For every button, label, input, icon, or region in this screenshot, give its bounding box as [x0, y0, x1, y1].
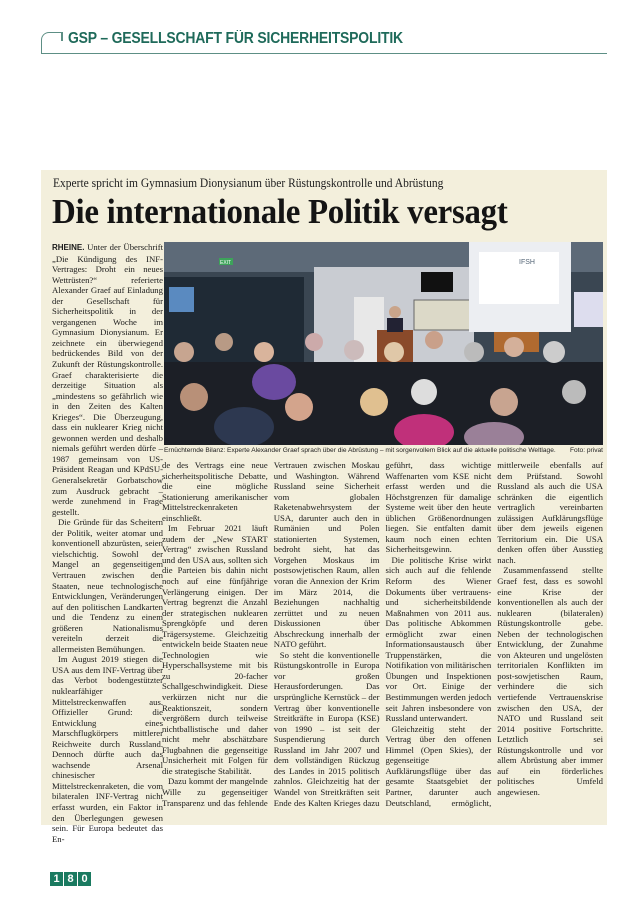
- newspaper-clipping: [41, 170, 607, 844]
- article-paragraph: Im August 2019 stiegen die USA aus dem INF-Vertrag über das Verbot bodengestützter nuklearfähiger Mittelstreckenwaffen aus. Offizieller Grund: die Entwicklung eines Marschflugkörpers mittlerer Reichweite durch Russland. Dennoch dürfte auch das wachsende Arsenal chinesischer Mittelstreckenraketen, die vom bilateralen INF-Vertrag nicht erfasst wurden, ein Faktor in den Überlegungen gewesen sein. Für Europa bedeutet das En-: [52, 654, 163, 844]
- article-paragraph: Die politische Krise wirkt sich auch auf die fehlende Reform des Wiener Dokuments über vertrauens- und sicherheitsbildende Maßnahmen von 2011 aus. Das politische Abkommen ermöglicht zwar einen Informationsaustausch über Truppenstärken, die Notifikation von militärischen Übungen und Inspektionen vor Ort. Einige der Bestimmungen werden jedoch seit Jahren insbesondere von Russland unterwandert.: [385, 554, 492, 724]
- photo-caption-row: [164, 447, 603, 454]
- article-paragraph: Gleichzeitig steht der Vertrag über den offenen Himmel (Open Skies), der gegenseitige Aufklärungsflüge über das gesamte Staatsgebiet der Partner, darunter auch Deutschland, ermöglicht, mittlerweile ebenfalls auf dem Prüfstand. Sowohl Russland als auch die USA schränken die eigentlich vertraglich vereinbarten zulässigen Aufklärungsflüge über dem jeweils eigenen Territorium ein. Die USA denken offen über Ausstieg nach.: [385, 460, 603, 808]
- dateline: RHEINE.: [52, 243, 85, 252]
- article-kicker: Experte spricht im Gymnasium Dionysianum über Rüstungskontrolle und Abrüstung: [53, 176, 444, 190]
- paragraph-text: Unter der Überschrift „Die Kündigung des INF-Vertrages: Droht ein neues Wettrüsten?“ referierte Alexander Graef auf Einladung der Gesellschaft für Sicherheitspolitik in der vergangenen Woche im Gymnasium Dionysianum. Er zeichnete ein überwiegend bedrückendes Bild von der Zukunft der Rüstungskontrolle. Graef charakterisierte die derzeitige Situation als „mindestens so gefährlich wie in den Zeiten des Kalten Krieges“. Die Überzeugung, dass ein nuklearer Krieg nicht gewonnen werden und deshalb niemals geführt werden dürfe – 1987 gemeinsam von US-Präsident Reagan und KPdSU-Generalsekretär Gorbatschow zum Ausdruck gebracht – werde zunehmend in Frage gestellt.: [52, 242, 163, 517]
- article-body-columns: [162, 460, 603, 810]
- event-photo: [164, 242, 603, 445]
- page-digit: 8: [64, 872, 77, 886]
- article-headline: Die internationale Politik versagt: [52, 192, 508, 231]
- article-paragraph: Dazu kommt der mangelnde Wille zu gegenseitiger Transparenz und das fehlende Vertrauen zwischen Moskau und Washington. Während Russland seine Sicherheit vom globalen Raketenabwehrsystem der USA, darunter auch den in Rumänien und Polen stationierten Systemen, bedroht sieht, hat das Vorgehen Moskaus im postsowjetischen Raum, allen voran die Annexion der Krim im März 2014, die Beziehungen nachhaltig zerrüttet und zu neuen Diskussionen über Abschreckung innerhalb der NATO geführt.: [162, 460, 380, 808]
- article-paragraph: Die Gründe für das Scheitern der Politik, weiter atomar und konventionell abzurüsten, seien vielschichtig. Sowohl der Mangel an gegenseitigem Vertrauen zwischen den Staaten, neue technologische Entwicklungen, Veränderungen auf den politischen Landkarten und die Tendenz zu einem größeren Nationalismus vereiteln derzeit die allermeisten Bemühungen.: [52, 517, 163, 654]
- photo-caption: Ernüchternde Bilanz: Experte Alexander Graef sprach über die Abrüstung – mit sorgenvollem Blick auf die aktuelle politische Weltlage.: [164, 447, 556, 454]
- article-paragraph: Im Februar 2021 läuft zudem der „New START Vertrag“ zwischen Russland und den USA aus, sollten sich die Parteien bis dahin nicht noch auf eine fünfjährige Verlängerung einigen. Der Vertrag begrenzt die Anzahl der strategischen nuklearen Sprengköpfe und deren Trägersysteme. Gleichzeitig entwickeln beide Staaten neue Technologien wie Hyperschallsysteme mit bis zu 20-facher Schallgeschwindigkeit. Diese verkürzen nicht nur die Reaktionszeit, sondern vergrößern durch teilweise nichtballistische und daher nicht mehr abschätzbare Flugbahnen die gegenseitige Unsicherheit mit Folgen für die strategische Stabilität.: [162, 523, 268, 776]
- article-paragraph: de des Vertrags eine neue sicherheitspolitische Debatte, die eine mögliche Stationierung amerikanischer Mittelstreckenraketen einschließt.: [162, 460, 268, 523]
- article-paragraph: [52, 242, 163, 517]
- article-column-1: [52, 242, 163, 844]
- exit-sign: EXIT: [220, 260, 232, 266]
- page-digit: 0: [78, 872, 91, 886]
- section-title: GSP – GESELLSCHAFT FÜR SICHERHEITSPOLITIK: [68, 30, 403, 47]
- article-paragraph: Zusammenfassend stellte Graef fest, dass es sowohl eine Krise der konventionellen als auch der nuklearen (bilateralen) Rüstungskontrolle gebe. Neben der technologischen Entwicklung, der Zunahme von Akteuren und ungelösten territorialen Konflikten im post-sowjetischen Raum, verhindere die sich vertiefende Vertrauenskrise zwischen den USA, der NATO und Russland seit 2014 positive Fortschritte. Letztlich sei Rüstungskontrolle und vor allem Abrüstung aber immer auf ein förderliches politisches Umfeld angewiesen.: [497, 565, 603, 797]
- lecture-audience-image: [164, 242, 603, 445]
- page-number: [50, 872, 91, 886]
- header-tick: [61, 32, 63, 41]
- photo-credit: Foto: privat: [570, 447, 603, 454]
- section-header: [41, 26, 607, 54]
- header-corner-ornament: [41, 32, 61, 54]
- article-paragraph: So steht die konventionelle Rüstungskontrolle in Europa vor großen Herausforderungen. Das ursprüngliche Kernstück – der Vertrag über konventionelle Streitkräfte in Europa (KSE) von 1990 – ist seit der Suspendierung durch Russland im Jahr 2007 und dem vollständigen Rückzug des Landes in 2015 politisch zahnlos. Gleichzeitig hat der Wandel von Streitkräften seit Ende des Kalten Krieges dazu geführt, dass wichtige Waffenarten vom KSE nicht erfasst werden und die Höchstgrenzen für damalige Systeme weit über den heute üblichen Größenordnungen liegen. Sie entfalten damit kaum noch einen echten Sicherheitsgewinn.: [273, 460, 492, 808]
- page-digit: 1: [50, 872, 63, 886]
- screen-logo: IFSH: [519, 259, 535, 266]
